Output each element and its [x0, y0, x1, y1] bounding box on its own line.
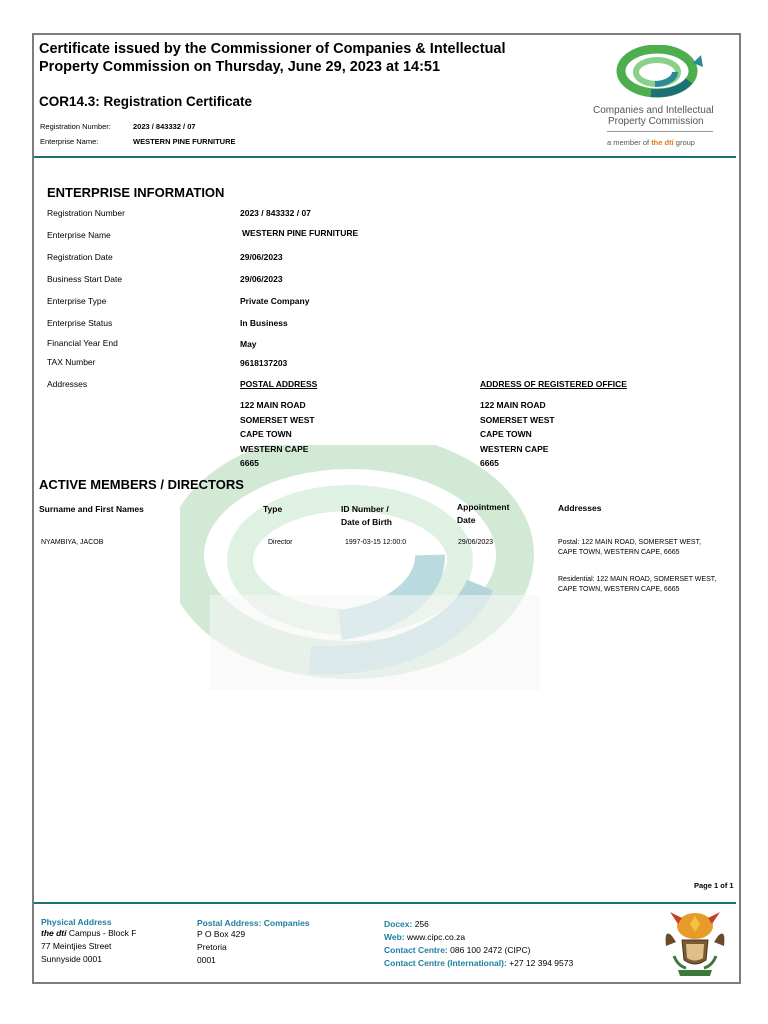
- field-value: In Business: [240, 318, 288, 328]
- addresses-label: Addresses: [47, 379, 88, 389]
- header-divider: [34, 156, 736, 158]
- cipc-logo: [585, 45, 735, 150]
- field-value: 2023 / 843332 / 07: [240, 208, 311, 218]
- physical-address-line: Sunnyside 0001: [41, 954, 102, 964]
- coat-of-arms-emblem: [656, 906, 734, 980]
- members-heading: ACTIVE MEMBERS / DIRECTORS: [39, 477, 244, 492]
- field-label: Enterprise Name: [47, 230, 111, 240]
- physical-address-line: 77 Meintjies Street: [41, 941, 112, 951]
- reg-number-value: 2023 / 843332 / 07: [133, 122, 196, 131]
- cipc-logo-mark: [585, 45, 735, 103]
- logo-line-2: Property Commission: [608, 116, 704, 127]
- field-value: May: [240, 339, 257, 349]
- logo-divider: [607, 131, 713, 132]
- postal-address-heading: Postal Address: Companies: [197, 918, 310, 928]
- contact-centre-line: [384, 944, 573, 957]
- address-line: 6665: [240, 458, 259, 468]
- contact-centre-value: 086 100 2472 (CIPC): [447, 945, 531, 955]
- address-line: WESTERN CAPE: [480, 443, 549, 454]
- physical-address-heading: Physical Address: [41, 917, 112, 927]
- field-value: WESTERN PINE FURNITURE: [242, 228, 359, 238]
- address-line: 122 MAIN ROAD: [240, 400, 306, 410]
- address-line: WESTERN CAPE: [240, 443, 309, 454]
- field-label: Enterprise Status: [47, 318, 113, 328]
- col-header-appointment: [457, 501, 509, 526]
- address-line: SOMERSET WEST: [240, 414, 315, 425]
- dti-brand: the dti: [41, 928, 67, 938]
- member-id: 1997-03-15 12:00:0: [345, 539, 407, 546]
- field-label: TAX Number: [47, 357, 96, 367]
- postal-address-line: P O Box 429: [197, 929, 246, 939]
- postal-address-line: 0001: [197, 955, 216, 965]
- reg-number-label: Registration Number:: [40, 122, 111, 131]
- enterprise-name-value: WESTERN PINE FURNITURE: [133, 137, 236, 146]
- member-residential-address: Residential: 122 MAIN ROAD, SOMERSET WEST, CAPE TOWN, WESTERN CAPE, 6665: [558, 576, 717, 593]
- postal-address-heading: POSTAL ADDRESS: [240, 379, 318, 389]
- web-label: Web:: [384, 932, 405, 942]
- postal-address-line: Pretoria: [197, 942, 227, 952]
- member-appointment-date: 29/06/2023: [458, 539, 494, 546]
- address-line: CAPE TOWN: [480, 429, 532, 439]
- col-header-id-line1: ID Number /: [341, 504, 389, 514]
- registered-office-heading: ADDRESS OF REGISTERED OFFICE: [480, 379, 627, 389]
- field-value: 29/06/2023: [240, 274, 283, 284]
- contact-intl-label: Contact Centre (International):: [384, 958, 507, 968]
- logo-tagline: [607, 138, 695, 147]
- footer-divider: [34, 902, 736, 904]
- postal-address-block: [240, 398, 315, 471]
- col-header-id: [341, 503, 392, 528]
- contact-intl-value: +27 12 394 9573: [506, 958, 574, 968]
- footer-postal-address: [197, 918, 310, 967]
- footer-physical-address: [41, 917, 136, 966]
- physical-address-line1-rest: Campus - Block F: [66, 928, 137, 938]
- address-line: CAPE TOWN: [240, 429, 292, 439]
- logo-tag-brand: the dti: [651, 138, 674, 147]
- address-line: 122 MAIN ROAD: [480, 400, 546, 410]
- field-value: Private Company: [240, 296, 310, 306]
- logo-line-1: Companies and Intellectual: [593, 105, 714, 116]
- field-label: Financial Year End: [47, 338, 118, 348]
- enterprise-name-label: Enterprise Name:: [40, 137, 99, 146]
- col-header-appointment-line1: Appointment: [457, 502, 510, 512]
- enterprise-info-heading: ENTERPRISE INFORMATION: [47, 185, 225, 200]
- member-type: Director: [268, 539, 293, 546]
- logo-tag-prefix: a member of: [607, 138, 652, 147]
- address-line: SOMERSET WEST: [480, 414, 555, 425]
- contact-intl-line: [384, 957, 573, 970]
- web-line: [384, 931, 573, 944]
- certificate-issue-title: Certificate issued by the Commissioner of Companies & Intellectual Property Commission on Thursday, June 29, 2023 at 14:51: [39, 41, 506, 75]
- physical-address-line: [41, 927, 136, 940]
- address-line: 6665: [480, 458, 499, 468]
- docex-label: Docex:: [384, 919, 413, 929]
- logo-tag-suffix: group: [673, 138, 695, 147]
- docex-value: 256: [412, 919, 429, 929]
- field-label: Registration Number: [47, 208, 125, 218]
- field-label: Enterprise Type: [47, 296, 107, 306]
- field-value: 29/06/2023: [240, 252, 283, 262]
- col-header-appointment-line2: Date: [457, 514, 476, 525]
- col-header-addresses: Addresses: [558, 503, 602, 513]
- registered-office-block: [480, 398, 555, 471]
- field-label: Registration Date: [47, 252, 113, 262]
- col-header-id-line2: Date of Birth: [341, 516, 392, 527]
- certificate-type-title: COR14.3: Registration Certificate: [39, 94, 253, 109]
- member-name: NYAMBIYA, JACOB: [41, 539, 104, 546]
- col-header-name: Surname and First Names: [39, 504, 144, 514]
- member-postal-address: Postal: 122 MAIN ROAD, SOMERSET WEST, CAPE TOWN, WESTERN CAPE, 6665: [558, 539, 702, 556]
- footer-contact: [384, 918, 573, 970]
- contact-centre-label: Contact Centre:: [384, 945, 448, 955]
- page-number: Page 1 of 1: [694, 881, 734, 890]
- web-link[interactable]: www.cipc.co.za: [404, 932, 466, 942]
- docex-line: [384, 918, 573, 931]
- field-label: Business Start Date: [47, 274, 123, 284]
- col-header-type: Type: [263, 504, 283, 514]
- field-value: 9618137203: [240, 358, 288, 368]
